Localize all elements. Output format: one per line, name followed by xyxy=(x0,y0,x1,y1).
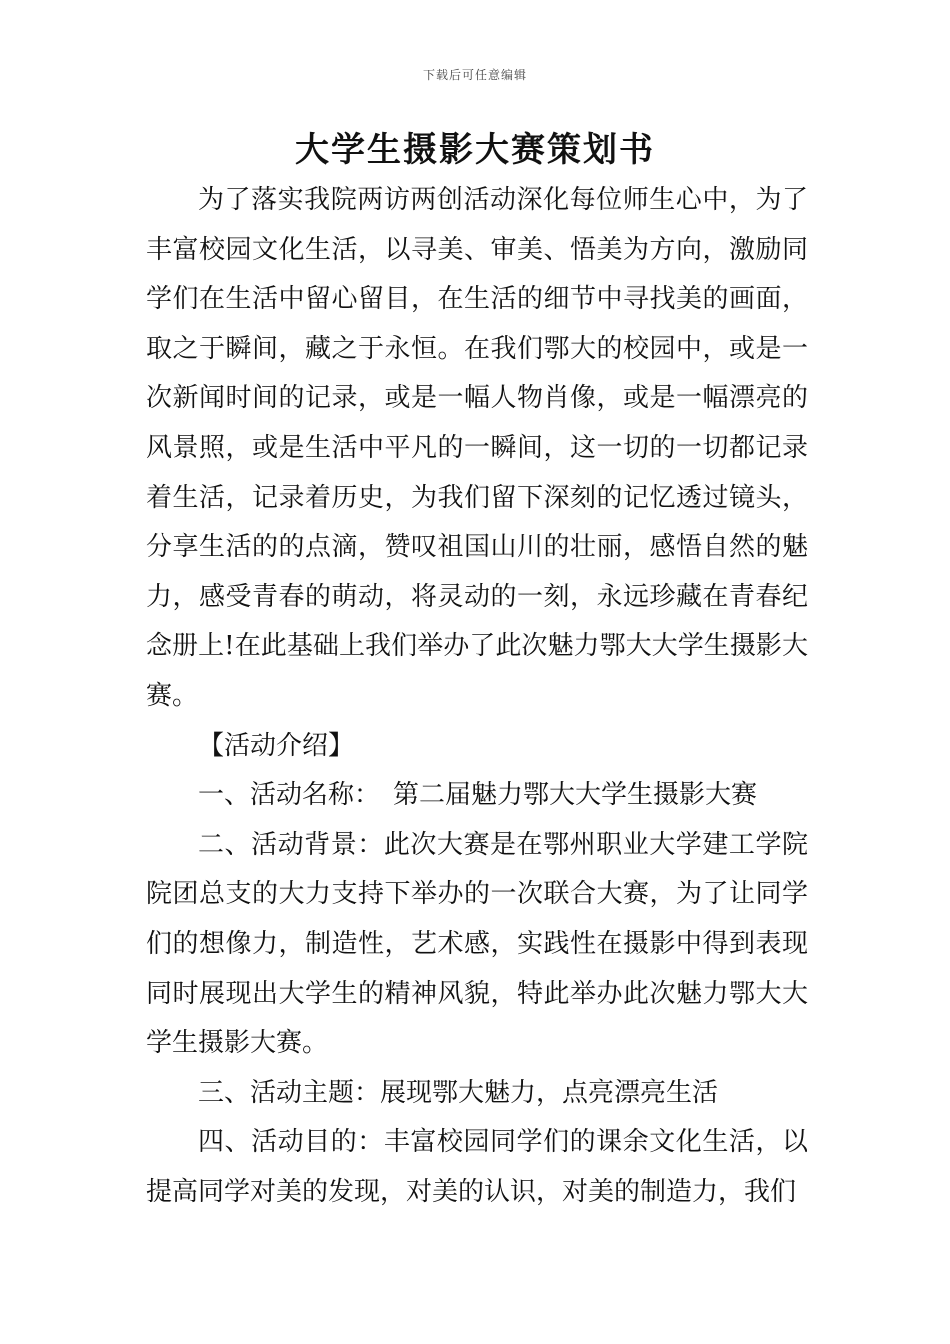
activity-purpose-paragraph: 四、活动目的：丰富校园同学们的课余文化生活，以提高同学对美的发现，对美的认识，对美的制造力，我们 xyxy=(146,1127,808,1207)
header-note: 下载后可任意编辑 xyxy=(422,68,527,82)
activity-theme-paragraph: 三、活动主题：展现鄂大魅力，点亮漂亮生活 xyxy=(198,1077,719,1108)
document-body xyxy=(146,176,808,1217)
intro-paragraph: 为了落实我院两访两创活动深化每位师生心中，为了丰富校园文化生活，以寻美、审美、悟美为方向，激励同学们在生活中留心留目，在生活的细节中寻找美的画面，取之于瞬间，藏之于永恒。在我们鄂大的校园中，或是一次新闻时间的记录，或是一幅人物肖像，或是一幅漂亮的风景照，或是生活中平凡的一瞬间，这一切的一切都记录着生活，记录着历史，为我们留下深刻的记忆透过镜头，分享生活的的点滴，赞叹祖国山川的壮丽，感悟自然的魅力，感受青春的萌动，将灵动的一刻，永远珍藏在青春纪念册上!在此基础上我们举办了此次魅力鄂大大学生摄影大赛。 xyxy=(146,185,808,711)
activity-name-paragraph: 一、活动名称： 第二届魅力鄂大大学生摄影大赛 xyxy=(198,780,758,811)
section-heading-activity-intro: 【活动介绍】 xyxy=(198,730,355,761)
document-title: 大学生摄影大赛策划书 xyxy=(295,130,655,170)
activity-background-paragraph: 二、活动背景：此次大赛是在鄂州职业大学建工学院院团总支的大力支持下举办的一次联合大赛，为了让同学们的想像力，制造性，艺术感，实践性在摄影中得到表现同时展现出大学生的精神风貌，特此举办此次魅力鄂大大学生摄影大赛。 xyxy=(146,829,808,1059)
